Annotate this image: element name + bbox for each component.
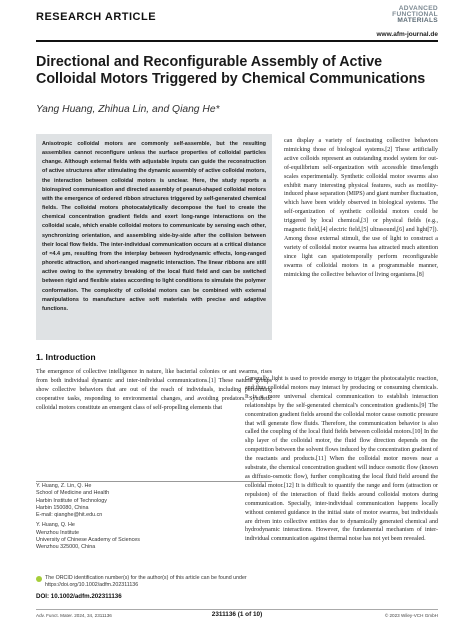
header-divider — [36, 40, 438, 42]
journal-url-link[interactable]: www.afm-journal.de — [376, 31, 438, 38]
affiliation-block-2 — [36, 522, 272, 551]
affiliation-city: Wenzhou 325000, China — [36, 544, 96, 551]
orcid-icon — [36, 576, 42, 582]
affiliation-authors: Y. Huang, Q. He — [36, 522, 75, 529]
affiliation-divider — [36, 481, 272, 482]
affiliations — [36, 483, 272, 555]
right-column-text-bottom: Generally, light is used to provide energy to trigger the photocatalytic reaction, and thus colloidal motors may interact by producing or consuming chemicals. It is a more universal chemical communication to establish interaction relationships by the self-generated chemical's concentration gradients.[9] The concentration gradient fields around the colloidal motor cause osmotic pressure that will generate flow fluids. Therefore, the communication behavior is also called the coupling of the local fluid fields between colloidal motors.[10] In the slip layer of the colloidal motor, the fluid flow direction depends on the competition between the solvent flows induced by the concentration gradient of the reactants and products.[11] When the colloidal motor moves near a substrate, the chemical concentration gradient will induce osmotic flow (known as diffusio-osmotic flow), further complicating the local fluid field around the colloidal motor.[12] It is difficult to quantify the range and form (attraction or repulsion) of the interaction of fluid fields around colloidal motors during communication. Specially, inter-individual communication happens locally without centered guidance in the initial state of motor swarms, but individuals are driven into collective entities due to dynamically generated chemical and hydrodynamic interactions. However, the fundamental mechanism of inter-individual communication against thermal noise has not yet been revealed. — [245, 376, 438, 543]
abstract-text: Anisotropic colloidal motors are commonly self-assemble, but the resulting assemblies cannot reconfigure unless the surface properties of colloidal particles change. Although external fields with adjustable inputs can guide the reconstruction of active structures after stimulating the dynamic assembly of active colloidal motors, the interaction between colloidal motors is unclear. Here, the study reports a bioinspired communication and directed assembly of peanut-shaped colloidal motors with the emergence of ordered ribbon structures triggered by self-generated chemical fields. The colloidal motors photocatalytically decompose the fuel to create the chemical concentration gradient fields and exert long-range interactions on the colloidal scale, which enable colloidal motors to communicate by sensing each other, synchronizing orientation, and assembling side-by-side after the collision between their local flow fields. The inter-individual communication occurs at a critical distance of ≈4.4 μm, resulting from the interplay between hydrodynamic effects, long-ranged phoretic attraction, and short-ranged magnetic interaction. The linear ribbons are still active owing to the symmetry breaking of the local fluid field and can be switched between rigid and flexible states according to light conditions to simulate the polymer conformation. The complexity of colloidal motors can be combined with external manipulations to manufacture active soft materials with precise and adaptive functions. — [42, 141, 266, 312]
affiliation-institution: University of Chinese Academy of Sciences — [36, 537, 140, 544]
affiliation-department: School of Medicine and Health — [36, 490, 110, 497]
author-list: Yang Huang, Zhihua Lin, and Qiang He* — [36, 104, 220, 115]
affiliation-department: Wenzhou Institute — [36, 529, 80, 536]
abstract-box — [36, 134, 272, 340]
article-title: Directional and Reconfigurable Assembly of Active Colloidal Motors Triggered by Chemical Communications — [36, 54, 426, 87]
journal-logo-line-1: ADVANCED — [398, 5, 438, 12]
introduction-text: The emergence of collective intelligence in nature, like bacterial colonies or ant swarms, rises from both individual dynamic and inter-individual communications.[1] These natural groups show collective behaviors that are out of the reach of individuals, including performing cooperative tasks, responding to environmental changes, and avoiding predators. Synthetic colloidal motors constitute an emergent class of self-propelling elements that — [36, 369, 272, 411]
affiliation-authors: Y. Huang, Z. Lin, Q. He — [36, 483, 92, 489]
affiliation-city: Harbin 150080, China — [36, 504, 89, 511]
footer-divider — [36, 609, 438, 610]
footer-page-number: 2311136 (1 of 10) — [211, 611, 263, 618]
journal-logo-line-3: MATERIALS — [397, 17, 438, 25]
affiliation-institution: Harbin Institute of Technology — [36, 497, 107, 504]
doi-link[interactable]: DOI: 10.1002/adfm.202311136 — [36, 593, 122, 600]
journal-logo-line-2: FUNCTIONAL — [392, 11, 438, 19]
affiliation-email[interactable]: E-mail: qianghe@hit.edu.cn — [36, 512, 103, 519]
orcid-note-text[interactable]: The ORCID identification number(s) for the author(s) of this article can be found under https://doi.org/10.1002/adfm.202311136 — [45, 575, 247, 589]
article-type-label: RESEARCH ARTICLE — [36, 11, 157, 23]
footer-citation: Adv. Funct. Mater. 2024, 34, 2311136 — [36, 613, 112, 618]
journal-logo — [360, 6, 438, 25]
orcid-note — [36, 575, 272, 589]
affiliation-block-1 — [36, 483, 272, 519]
introduction-heading: 1. Introduction — [36, 352, 96, 362]
footer-copyright: © 2023 Wiley-VCH GmbH — [384, 613, 438, 618]
right-column-text-top: can display a variety of fascinating collective behaviors mimicking those of biological systems.[2] These artificially active colloids represent an outstanding model system for out-of-equilibrium self-organization with accessible time/length scales experimentally. Synthetic colloidal motor swarms also exhibit many interesting physical features, such as motility-induced phase separation (MIPS) and giant number fluctuation, which have been widely observed in biological systems. The self-organization of synthetic colloidal motors could be triggered by local chemical,[3] or physical fields (e.g., magnetic field,[4] electric field,[5] ultrasound,[6] and light[7]). Among those external stimuli, the use of light to construct a variety of colloidal motor swarms has attracted much attention since light can spatiotemporally perform reconfigurable swarms of colloidal motors in a programmable manner, mimicking the collective behavior of living organisms.[8] — [284, 138, 438, 278]
